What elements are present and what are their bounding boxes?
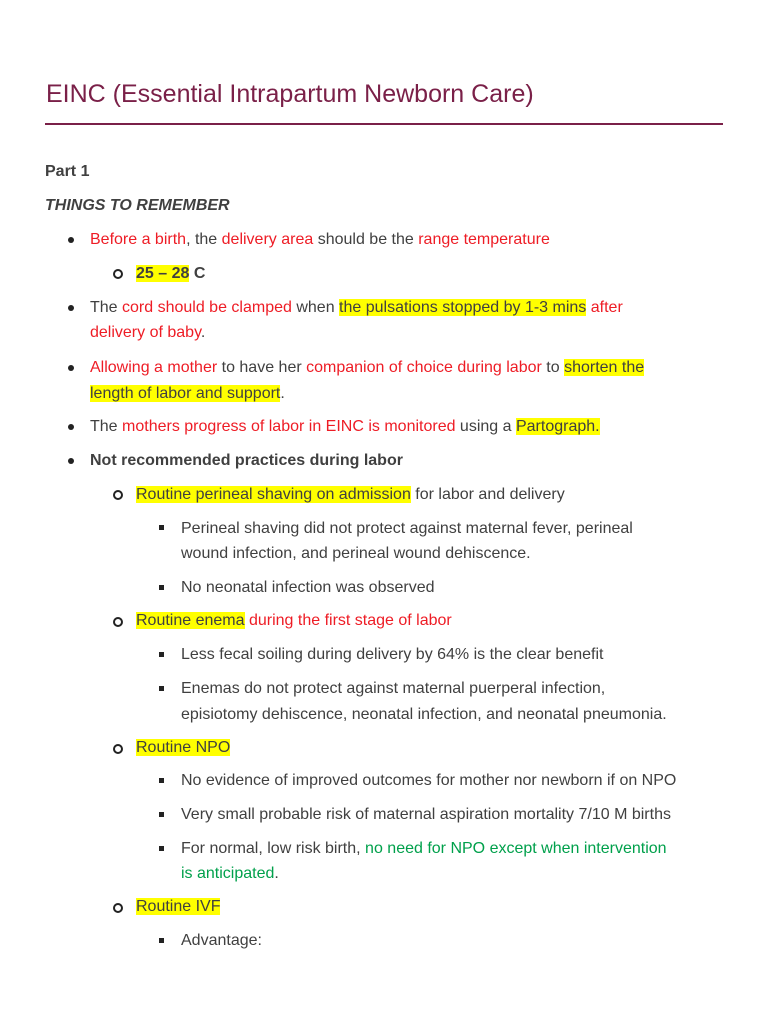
highlighted-text: Routine enema bbox=[136, 612, 245, 629]
text-run: to bbox=[541, 359, 565, 376]
list-item-enema-detail-line1: Enemas do not protect against maternal puerperal infection, bbox=[181, 680, 606, 697]
bullet-square bbox=[159, 778, 164, 783]
list-item-enema-detail-line2: episiotomy dehiscence, neonatal infection, and neonatal pneumonia. bbox=[181, 706, 667, 723]
list-item-npo-detail: No evidence of improved outcomes for mother nor newborn if on NPO bbox=[181, 772, 677, 789]
text-run: The bbox=[90, 418, 123, 435]
list-item-shaving-detail-line2: wound infection, and perineal wound dehiscence. bbox=[181, 545, 531, 562]
text-run: mothers progress of labor in EINC is monitored bbox=[122, 418, 456, 435]
list-item-npo-detail: Very small probable risk of maternal aspiration mortality 7/10 M births bbox=[181, 806, 671, 823]
text-run: delivery area bbox=[221, 231, 314, 248]
bullet-square bbox=[159, 585, 164, 590]
list-item-companion-line1 bbox=[90, 358, 644, 378]
bullet-dot bbox=[68, 365, 74, 371]
highlighted-text: Routine NPO bbox=[136, 739, 231, 756]
list-item-npo-detail-line2 bbox=[181, 864, 279, 884]
title-divider bbox=[45, 123, 723, 125]
bullet-circle bbox=[113, 269, 123, 279]
list-item-temperature-range bbox=[136, 264, 205, 284]
bullet-circle bbox=[113, 490, 123, 500]
list-item-cord-line1 bbox=[90, 298, 623, 318]
list-item-shaving-detail-line1: Perineal shaving did not protect against maternal fever, perineal bbox=[181, 520, 633, 537]
highlighted-text: 25 – 28 bbox=[136, 265, 190, 282]
text-run: The bbox=[90, 299, 123, 316]
highlighted-text: Routine perineal shaving on admission bbox=[136, 486, 411, 503]
highlighted-text: the pulsations stopped by 1-3 mins bbox=[339, 299, 587, 316]
list-item-ivf-detail: Advantage: bbox=[181, 932, 262, 949]
text-run: for labor and delivery bbox=[410, 486, 565, 503]
highlighted-text: length of labor and support bbox=[90, 385, 281, 402]
list-item-temperature bbox=[90, 230, 550, 250]
bullet-square bbox=[159, 686, 164, 691]
text-run: is anticipated bbox=[181, 865, 275, 882]
list-item-shaving bbox=[136, 485, 565, 505]
bullet-circle bbox=[113, 903, 123, 913]
bullet-dot bbox=[68, 237, 74, 243]
bullet-square bbox=[159, 812, 164, 817]
text-run: when bbox=[291, 299, 340, 316]
list-item-npo bbox=[136, 738, 230, 758]
list-item-cord-line2 bbox=[90, 323, 205, 343]
bullet-square bbox=[159, 525, 164, 530]
text-run: using a bbox=[455, 418, 516, 435]
text-run: C bbox=[189, 265, 206, 282]
text-run: Allowing a mother bbox=[90, 359, 218, 376]
text-run: no need for NPO except when intervention bbox=[365, 840, 667, 857]
list-item-shaving-detail: No neonatal infection was observed bbox=[181, 579, 435, 596]
bullet-dot bbox=[68, 305, 74, 311]
list-item-partograph bbox=[90, 417, 600, 437]
bullet-circle bbox=[113, 617, 123, 627]
part-heading: Part 1 bbox=[45, 163, 90, 180]
bullet-square bbox=[159, 846, 164, 851]
text-run: should be the bbox=[313, 231, 419, 248]
list-item-ivf bbox=[136, 897, 220, 917]
text-run: to have her bbox=[217, 359, 307, 376]
page-title: EINC (Essential Intrapartum Newborn Care) bbox=[46, 80, 534, 108]
text-run: . bbox=[200, 324, 206, 341]
text-run: companion of choice during labor bbox=[306, 359, 542, 376]
text-run: Before a birth bbox=[90, 231, 187, 248]
section-subtitle: THINGS TO REMEMBER bbox=[45, 197, 230, 214]
highlighted-text: Partograph. bbox=[515, 418, 600, 435]
text-run: cord should be clamped bbox=[122, 299, 292, 316]
bullet-square bbox=[159, 652, 164, 657]
text-run: during the first stage of labor bbox=[244, 612, 452, 629]
text-run: For normal, low risk birth, bbox=[181, 840, 366, 857]
bullet-dot bbox=[68, 424, 74, 430]
highlighted-text: shorten the bbox=[564, 359, 645, 376]
bullet-dot bbox=[68, 458, 74, 464]
text-run: , the bbox=[186, 231, 222, 248]
bullet-circle bbox=[113, 744, 123, 754]
list-item-npo-detail-line1 bbox=[181, 839, 667, 859]
text-run: . bbox=[274, 865, 279, 882]
list-item-enema bbox=[136, 611, 452, 631]
bullet-square bbox=[159, 938, 164, 943]
text-run: delivery of baby bbox=[90, 324, 201, 341]
text-run: after bbox=[586, 299, 623, 316]
list-item-enema-detail: Less fecal soiling during delivery by 64% is the clear benefit bbox=[181, 646, 604, 663]
list-item-not-recommended: Not recommended practices during labor bbox=[90, 452, 403, 469]
text-run: . bbox=[280, 385, 285, 402]
text-run: range temperature bbox=[418, 231, 550, 248]
highlighted-text: Routine IVF bbox=[136, 898, 221, 915]
list-item-companion-line2 bbox=[90, 384, 285, 404]
